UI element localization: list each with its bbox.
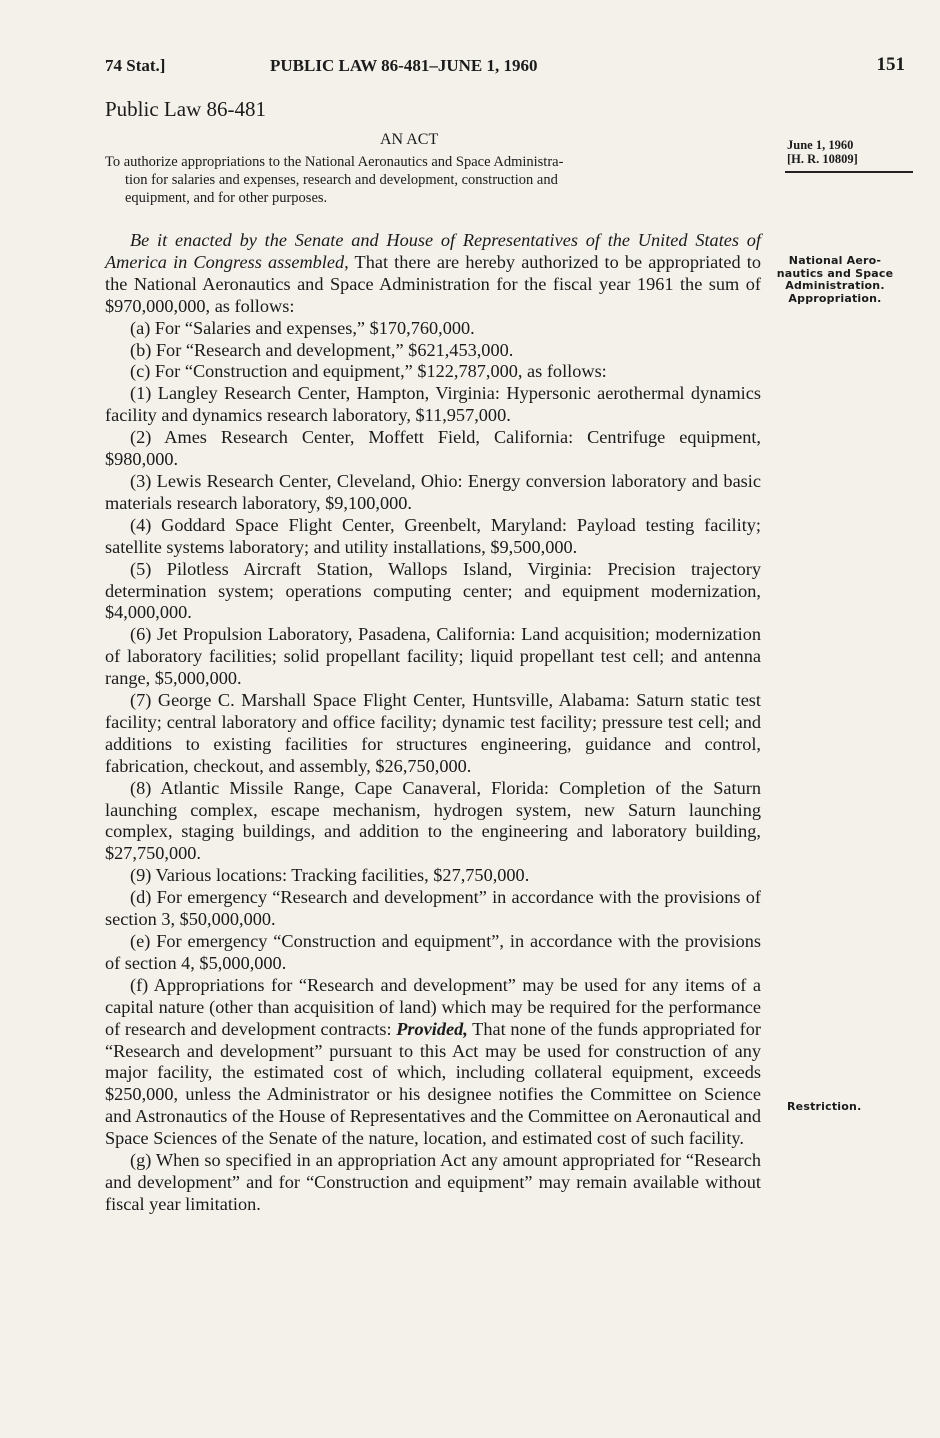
margin-note-nasa [760, 255, 910, 305]
act-body [105, 230, 761, 1216]
purpose-line-3: equipment, and for other purposes. [125, 190, 328, 206]
paragraph-c9: (9) Various locations: Tracking facilities, $27,750,000. [130, 865, 530, 886]
paragraph-c1: (1) Langley Research Center, Hampton, Virginia: Hypersonic aerothermal dynamics facility and dynamics research laboratory, $11,957,000. [105, 383, 761, 426]
paragraph-c8: (8) Atlantic Missile Range, Cape Canaveral, Florida: Completion of the Saturn launching complex, escape mechanism, hydrogen system, new Saturn launching complex, staging buildings, and addition to the engineering and laboratory building, $27,750,000. [105, 777, 761, 864]
page-number: 151 [876, 54, 905, 75]
bill-number: [H. R. 10809] [787, 152, 858, 166]
margin-rule [785, 171, 913, 173]
margin-note-restriction: Restriction. [787, 1100, 862, 1113]
paragraph-f-proviso: That none of the funds appropriated for “Research and development” pursuant to this Act may be used for construction of any major facility, the estimated cost of which, including collateral equipment, exceeds $250,000, unless the Administrator or his designee notifies the Committee on Science and Astronautics of the House of Representatives and the Committee on Aeronautical and Space Sciences of the Senate of the nature, location, and estimated cost of such facility. [105, 1018, 761, 1149]
paragraph-f-text: (f) Appropriations for “Research and development” may be used for any items of a capital nature (other than acquisition of land) which may be required for the performance of research and development contracts: [105, 974, 761, 1039]
provided-keyword: Provided, [396, 1018, 468, 1039]
paragraph-f [105, 975, 761, 1150]
paragraph-c: (c) For “Construction and equipment,” $122,787,000, as follows: [130, 361, 607, 382]
header-title: PUBLIC LAW 86-481–JUNE 1, 1960 [270, 56, 538, 75]
paragraph-e: (e) For emergency “Construction and equipment”, in accordance with the provisions of section 4, $5,000,000. [105, 931, 761, 973]
paragraph-g: (g) When so specified in an appropriation Act any amount appropriated for “Research and development” and for “Construction and equipment” may remain available without fiscal year limitation. [105, 1150, 761, 1214]
paragraph-c2: (2) Ames Research Center, Moffett Field, California: Centrifuge equipment, $980,000. [105, 427, 761, 470]
margin-note-line: National Aero- [788, 254, 882, 267]
enactment-date-note [787, 138, 887, 166]
volume-reference: 74 Stat.] [105, 56, 166, 75]
margin-note-line: Appropriation. [788, 291, 882, 305]
purpose-clause [105, 153, 765, 207]
purpose-line-1: To authorize appropriations to the National Aeronautics and Space Administra- [105, 154, 564, 170]
enacting-text: That there are hereby authorized to be appropriated to the National Aeronautics and Space Administration for the fiscal year 1961 the sum of $970,000,000, as follows: [105, 251, 761, 316]
enacting-formula: Be it enacted by the Senate and House of Representatives of the United States of America in Congress assembled, [105, 230, 761, 272]
running-header [105, 56, 905, 82]
paragraph-b: (b) For “Research and development,” $621,453,000. [130, 339, 514, 360]
paragraph-c3: (3) Lewis Research Center, Cleveland, Ohio: Energy conversion laboratory and basic materials research laboratory, $9,100,000. [105, 470, 761, 513]
paragraph-c5: (5) Pilotless Aircraft Station, Wallops Island, Virginia: Precision trajectory determination system; operations computing center; and equipment modernization, $4,000,000. [105, 558, 761, 623]
paragraph-c6: (6) Jet Propulsion Laboratory, Pasadena, California: Land acquisition; modernization of laboratory facilities; solid propellant facility; liquid propellant test cell; and antenna range, $5,000,000. [105, 624, 761, 689]
enactment-date: June 1, 1960 [787, 138, 854, 152]
paragraph-d: (d) For emergency “Research and development” in accordance with the provisions of section 3, $50,000,000. [105, 887, 761, 930]
margin-note-line: Administration. [785, 279, 885, 292]
enacting-clause [105, 230, 761, 318]
paragraph-a: (a) For “Salaries and expenses,” $170,760,000. [130, 317, 475, 338]
margin-note-line: nautics and Space [776, 266, 894, 280]
law-title: Public Law 86-481 [105, 97, 266, 121]
act-heading: AN ACT [380, 131, 439, 148]
paragraph-c4: (4) Goddard Space Flight Center, Greenbelt, Maryland: Payload testing facility; satellite systems laboratory; and utility installations, $9,500,000. [105, 514, 761, 557]
paragraph-c7: (7) George C. Marshall Space Flight Center, Huntsville, Alabama: Saturn static test facility; central laboratory and office facility; dynamic test facility; pressure test cell; and additions to existing facilities for structures engineering, guidance and control, fabrication, checkout, and assembly, $26,750,000. [105, 690, 761, 776]
purpose-line-2: tion for salaries and expenses, research and development, construction and [125, 172, 558, 188]
